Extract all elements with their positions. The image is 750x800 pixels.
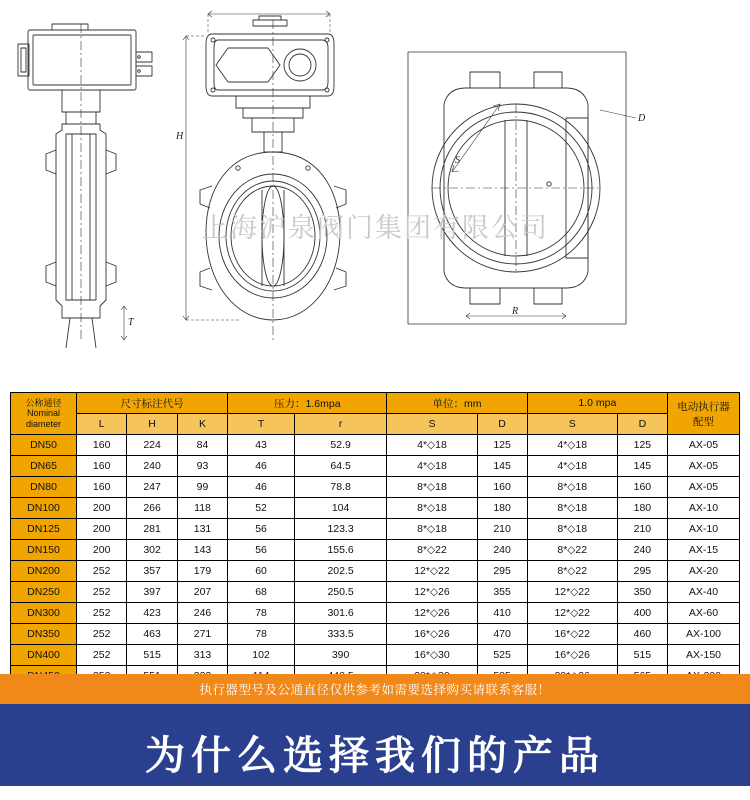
table-cell-dn: DN125 [11,519,77,540]
table-cell-act: AX-150 [668,645,740,666]
table-cell-dn: DN400 [11,645,77,666]
valve-drawings-svg [0,0,750,380]
table-cell-act: AX-15 [668,540,740,561]
table-cell-k: 246 [177,603,227,624]
table-cell-s10: 4*◇18 [527,435,617,456]
table-cell-t: 46 [228,456,295,477]
table-cell-h: 281 [127,519,177,540]
table-cell-d10: 210 [617,519,667,540]
table-cell-r: 52.9 [294,435,387,456]
dimension-label-D: D [638,113,646,124]
table-cell-r: 104 [294,498,387,519]
table-row [11,456,740,477]
header-nominal-line2: Nominal [26,408,60,419]
table-cell-d16: 355 [477,582,527,603]
banner-headline: 为什么选择我们的产品 [145,732,605,779]
table-cell-dn: DN50 [11,435,77,456]
note-bar [0,674,750,704]
table-header-row-group [11,393,740,414]
table-cell-d16: 295 [477,561,527,582]
table-cell-d10: 240 [617,540,667,561]
table-row [11,477,740,498]
table-cell-t: 60 [228,561,295,582]
table-cell-s10: 12*◇22 [527,582,617,603]
table-cell-d16: 470 [477,624,527,645]
table-cell-s10: 8*◇22 [527,561,617,582]
table-cell-s16: 8*◇22 [387,540,477,561]
header-pressure-10: 1.0 mpa [527,393,667,414]
table-cell-r: 64.5 [294,456,387,477]
table-cell-h: 302 [127,540,177,561]
table-cell-d16: 160 [477,477,527,498]
table-cell-h: 357 [127,561,177,582]
subheader-T: T [228,414,295,435]
table-cell-t: 56 [228,540,295,561]
subheader-S-10: S [527,414,617,435]
table-cell-d16: 240 [477,540,527,561]
table-cell-s10: 8*◇18 [527,519,617,540]
dimension-label-S: S [455,155,460,166]
table-cell-act: AX-20 [668,561,740,582]
table-cell-dn: DN250 [11,582,77,603]
table-cell-s16: 8*◇18 [387,519,477,540]
table-cell-h: 266 [127,498,177,519]
table-row [11,582,740,603]
subheader-r: r [294,414,387,435]
table-cell-h: 463 [127,624,177,645]
header-actuator-line1: 电动执行器 [677,400,730,413]
table-cell-h: 515 [127,645,177,666]
table-cell-r: 390 [294,645,387,666]
header-unit: 单位：mm [387,393,527,414]
table-cell-t: 46 [228,477,295,498]
table-cell-s10: 8*◇22 [527,540,617,561]
table-cell-r: 301.6 [294,603,387,624]
table-row [11,435,740,456]
table-cell-t: 56 [228,519,295,540]
drawing-plan-view [408,52,636,324]
table-cell-l: 252 [77,582,127,603]
table-row [11,540,740,561]
table-cell-k: 84 [177,435,227,456]
header-nominal-diameter [11,393,77,435]
table-cell-s16: 16*◇30 [387,645,477,666]
table-cell-dn: DN65 [11,456,77,477]
table-cell-k: 143 [177,540,227,561]
table-cell-s10: 4*◇18 [527,456,617,477]
technical-drawings-area [0,0,750,380]
table-cell-l: 252 [77,645,127,666]
table-cell-d10: 125 [617,435,667,456]
table-cell-d16: 525 [477,645,527,666]
table-cell-s16: 8*◇18 [387,477,477,498]
table-cell-dn: DN200 [11,561,77,582]
table-cell-h: 397 [127,582,177,603]
note-bar-text: 执行器型号及公通直径仅供参考如需要选择购买请联系客服！ [199,682,551,697]
table-cell-l: 252 [77,561,127,582]
drawing-front-view [183,11,346,340]
subheader-H: H [127,414,177,435]
dimension-label-T: T [128,317,134,328]
table-cell-l: 200 [77,519,127,540]
company-watermark: 上海沪泉阀门集团有限公司 [201,213,549,244]
table-cell-s16: 16*◇26 [387,624,477,645]
table-cell-dn: DN100 [11,498,77,519]
table-cell-r: 250.5 [294,582,387,603]
table-head [11,393,740,435]
table-cell-k: 93 [177,456,227,477]
table-cell-r: 123.3 [294,519,387,540]
table-cell-k: 99 [177,477,227,498]
subheader-D-10: D [617,414,667,435]
header-nominal-line1: 公称通径 [25,398,62,409]
table-cell-k: 118 [177,498,227,519]
header-nominal-line3: diameter [25,418,61,429]
table-cell-act: AX-10 [668,498,740,519]
table-row [11,603,740,624]
dimension-label-R: R [512,306,519,317]
header-dimension-codes: 尺寸标注代号 [77,393,228,414]
table-cell-t: 68 [228,582,295,603]
table-subheader-row [11,414,740,435]
table-cell-t: 52 [228,498,295,519]
subheader-S-16: S [387,414,477,435]
table-cell-dn: DN150 [11,540,77,561]
table-cell-d16: 180 [477,498,527,519]
dimension-label-H: H [176,131,184,142]
table-cell-d10: 460 [617,624,667,645]
table-cell-l: 200 [77,498,127,519]
drawing-side-view [18,24,152,348]
table-cell-l: 160 [77,456,127,477]
table-cell-r: 155.6 [294,540,387,561]
table-cell-d10: 295 [617,561,667,582]
table-cell-d16: 410 [477,603,527,624]
table-cell-k: 207 [177,582,227,603]
table-cell-t: 78 [228,624,295,645]
table-cell-h: 423 [127,603,177,624]
table-cell-s10: 8*◇18 [527,498,617,519]
table-cell-dn: DN350 [11,624,77,645]
table-cell-s16: 4*◇18 [387,456,477,477]
table-cell-act: AX-05 [668,477,740,498]
table-cell-r: 333.5 [294,624,387,645]
specification-table [10,392,740,687]
table-cell-l: 252 [77,603,127,624]
table-row [11,645,740,666]
table-row [11,561,740,582]
table-cell-s10: 16*◇26 [527,645,617,666]
table-cell-h: 247 [127,477,177,498]
table-cell-s16: 12*◇26 [387,603,477,624]
table-cell-d10: 160 [617,477,667,498]
table-cell-dn: DN300 [11,603,77,624]
table-cell-d10: 145 [617,456,667,477]
table-cell-r: 78.8 [294,477,387,498]
table-cell-d10: 400 [617,603,667,624]
header-actuator-line2: 配型 [693,415,714,428]
table-cell-h: 224 [127,435,177,456]
subheader-K: K [177,414,227,435]
table-cell-act: AX-05 [668,435,740,456]
table-cell-k: 271 [177,624,227,645]
table-cell-s16: 12*◇26 [387,582,477,603]
table-cell-d16: 210 [477,519,527,540]
table-cell-l: 160 [77,435,127,456]
table-cell-t: 102 [228,645,295,666]
table-cell-d10: 515 [617,645,667,666]
table-cell-act: AX-10 [668,519,740,540]
table-cell-l: 160 [77,477,127,498]
table-cell-act: AX-40 [668,582,740,603]
table-cell-d16: 145 [477,456,527,477]
banner-bottom-spacer [0,786,750,800]
subheader-D-16: D [477,414,527,435]
table-cell-d16: 125 [477,435,527,456]
table-cell-t: 78 [228,603,295,624]
table-cell-l: 200 [77,540,127,561]
table-cell-s10: 8*◇18 [527,477,617,498]
table-cell-t: 43 [228,435,295,456]
table-body [11,435,740,687]
table-cell-s16: 8*◇18 [387,498,477,519]
subheader-L: L [77,414,127,435]
table-cell-k: 313 [177,645,227,666]
table-cell-s10: 16*◇22 [527,624,617,645]
table-cell-s16: 12*◇22 [387,561,477,582]
table-cell-h: 240 [127,456,177,477]
specification-table-wrapper [10,392,740,687]
table-row [11,498,740,519]
table-cell-act: AX-60 [668,603,740,624]
header-actuator-model [668,393,740,435]
header-pressure-16: 压力：1.6mpa [228,393,387,414]
table-cell-l: 252 [77,624,127,645]
table-cell-k: 131 [177,519,227,540]
table-cell-d10: 350 [617,582,667,603]
table-row [11,519,740,540]
table-cell-dn: DN80 [11,477,77,498]
table-cell-d10: 180 [617,498,667,519]
table-cell-r: 202.5 [294,561,387,582]
table-cell-k: 179 [177,561,227,582]
table-cell-act: AX-05 [668,456,740,477]
table-row [11,624,740,645]
table-cell-s16: 4*◇18 [387,435,477,456]
table-cell-s10: 12*◇22 [527,603,617,624]
table-cell-act: AX-100 [668,624,740,645]
